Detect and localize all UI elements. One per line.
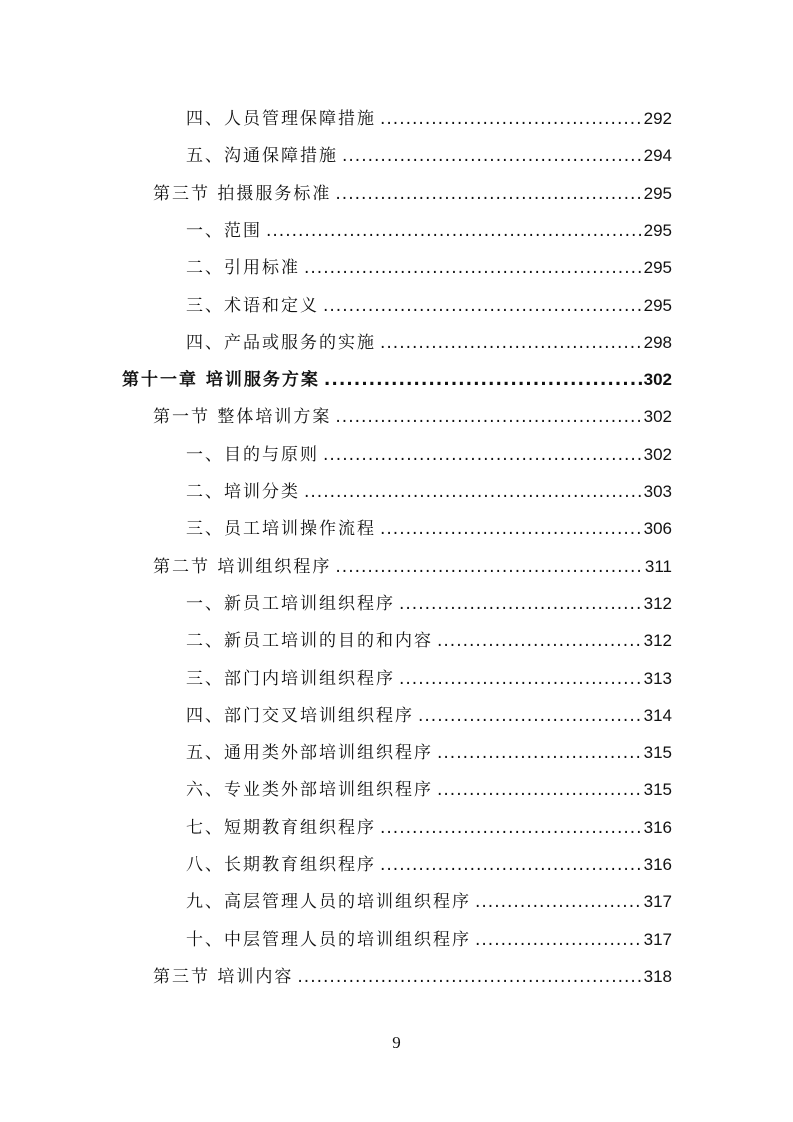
dot-leader [399,668,642,690]
toc-entry[interactable] [186,137,672,167]
dot-leader [266,220,642,242]
dot-leader [304,257,642,279]
dot-leader [399,593,642,615]
toc-entry-page: 312 [643,593,672,613]
dot-leader [437,742,642,764]
toc-entry-page: 315 [643,780,672,800]
dot-leader [380,518,642,540]
toc-entry[interactable] [153,548,672,578]
dot-leader [380,108,642,130]
toc-entry-title: 四、产品或服务的实施 [186,332,376,353]
toc-entry-page: 316 [643,855,672,874]
toc-entry[interactable] [186,436,672,466]
dot-leader [380,332,642,354]
toc-entry-page: 295 [643,220,672,240]
dot-leader [437,630,642,652]
toc-entry[interactable] [153,398,672,428]
toc-entry-title: 十、中层管理人员的培训组织程序 [186,929,471,950]
toc-entry[interactable] [186,324,672,354]
toc-entry-page: 306 [643,519,672,539]
dot-leader [418,705,642,727]
toc-entry-page: 295 [643,295,672,315]
toc-entry[interactable] [186,660,672,690]
toc-entry[interactable] [186,883,672,913]
toc-entry-title: 一、目的与原则 [186,444,319,465]
toc-entry-page: 302 [643,407,672,427]
toc-entry[interactable] [186,249,672,279]
toc-entry-title: 第一节 整体培训方案 [153,407,332,428]
toc-entry[interactable] [186,100,672,130]
toc-entry-title: 九、高层管理人员的培训组织程序 [186,892,471,913]
toc-entry-title: 三、术语和定义 [186,295,319,316]
toc-entry[interactable] [186,287,672,317]
dot-leader [323,444,642,466]
toc-entry[interactable] [186,921,672,951]
toc-entry[interactable] [186,771,672,801]
toc-entry-title: 七、短期教育组织程序 [186,817,376,838]
toc-entry-title: 六、专业类外部培训组织程序 [186,780,433,801]
dot-leader [475,891,642,913]
toc-entry-page: 316 [643,817,672,837]
page-number: 9 [392,1033,401,1052]
dot-leader [342,145,642,167]
toc-entry-page: 313 [643,668,672,688]
toc-entry-page: 315 [643,743,672,763]
toc-entry[interactable] [186,846,672,876]
toc-entry[interactable] [153,958,672,988]
toc-entry-title: 第三节 培训内容 [153,966,294,987]
toc-entry-title: 一、新员工培训组织程序 [186,593,395,614]
dot-leader [335,556,642,578]
toc-entry[interactable] [186,212,672,242]
toc-entry-title: 二、新员工培训的目的和内容 [186,631,433,652]
dot-leader [335,406,641,428]
toc-entry-title: 第二节 培训组织程序 [153,556,332,577]
dot-leader [324,369,642,391]
toc-entry[interactable] [186,697,672,727]
toc-entry[interactable] [186,585,672,615]
toc-entry[interactable] [122,361,672,391]
toc-entry-title: 二、引用标准 [186,258,300,279]
dot-leader [335,183,641,205]
toc-entry-title: 二、培训分类 [186,482,300,502]
toc-entry-page: 295 [643,258,672,278]
toc-entry-page: 314 [643,705,672,725]
toc-entry-page: 302 [643,370,672,390]
dot-leader [475,929,642,951]
toc-entry-page: 292 [643,109,672,128]
dot-leader [323,295,642,317]
toc-entry-title: 五、沟通保障措施 [186,146,338,167]
toc-entry-title: 五、通用类外部培训组织程序 [186,743,433,764]
toc-entry[interactable] [186,473,672,503]
toc-entry[interactable] [186,809,672,839]
toc-entry-page: 317 [643,892,672,912]
dot-leader [437,779,642,801]
toc-entry-page: 302 [643,444,672,464]
toc-entry-title: 第十一章 培训服务方案 [122,370,320,391]
dot-leader [380,817,642,839]
toc-entry-page: 294 [643,146,672,166]
toc-entry-page: 311 [644,556,672,576]
dot-leader [297,966,641,988]
toc-entry[interactable] [153,175,672,205]
toc-entry-page: 298 [643,332,672,352]
toc-entry-title: 第三节 拍摄服务标准 [153,183,332,204]
toc-entry[interactable] [186,622,672,652]
toc-entry-page: 295 [643,183,672,203]
toc-entry-page: 312 [643,631,672,651]
toc-entry-page: 303 [643,482,672,501]
toc-entry-title: 一、范围 [186,220,262,241]
toc-entry-title: 四、部门交叉培训组织程序 [186,705,414,726]
toc-entry-title: 三、员工培训操作流程 [186,519,376,540]
dot-leader [380,854,642,876]
toc-entry-page: 318 [643,966,672,986]
toc-entry-page: 317 [643,929,672,949]
dot-leader [304,481,642,503]
toc-entry-title: 四、人员管理保障措施 [186,109,376,129]
toc-entry[interactable] [186,734,672,764]
toc-entry-title: 八、长期教育组织程序 [186,855,376,875]
toc-entry[interactable] [186,510,672,540]
toc-entry-title: 三、部门内培训组织程序 [186,668,395,689]
